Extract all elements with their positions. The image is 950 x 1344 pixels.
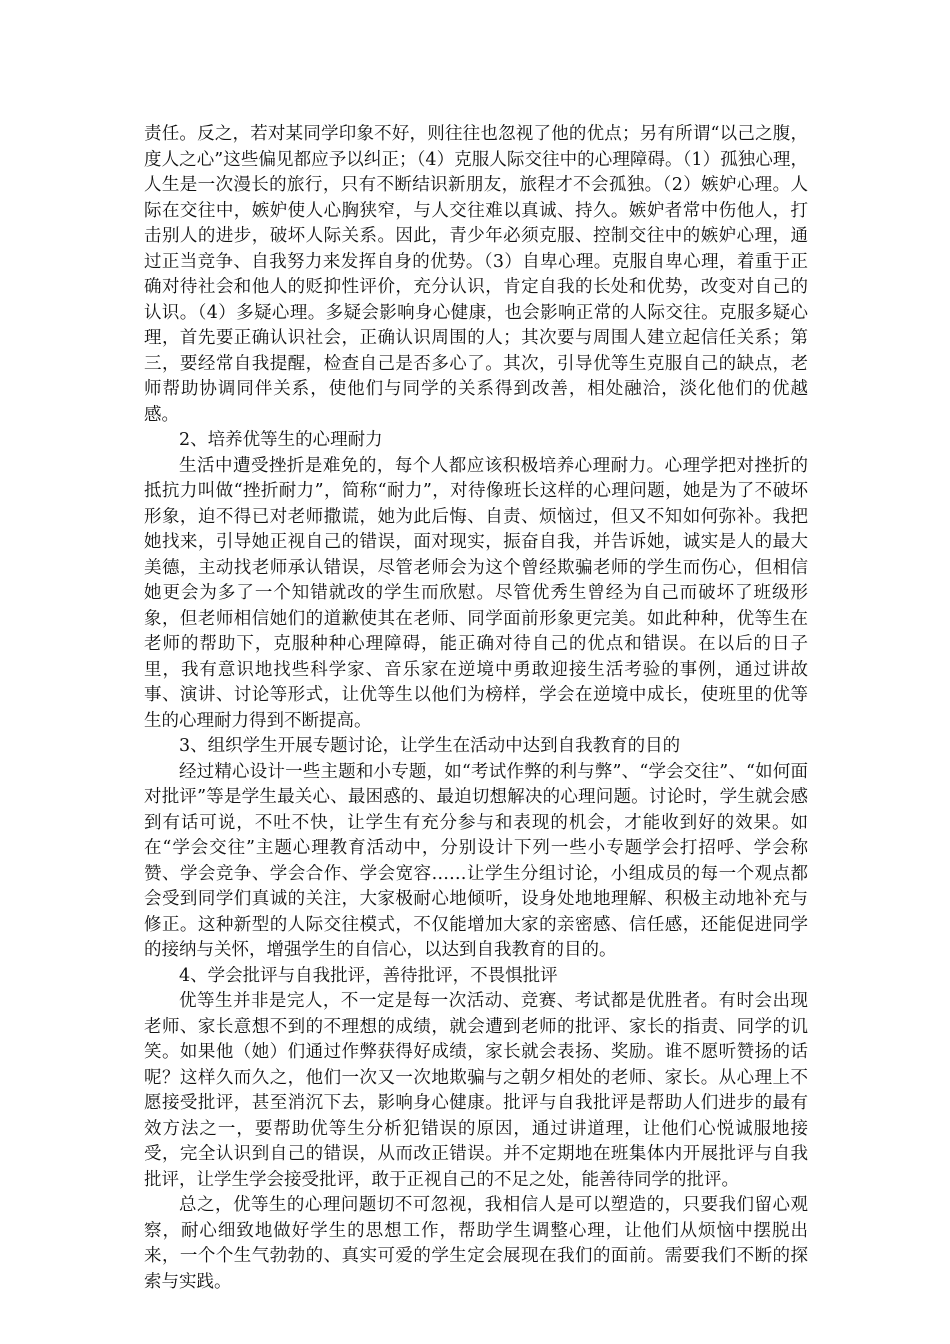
document-body [144,122,808,1295]
body-paragraph: 生活中遭受挫折是难免的，每个人都应该积极培养心理耐力。心理学把对挫折的抵抗力叫做“挫折耐力”，简称“耐力”，对待像班长这样的心理问题，她是为了不破坏形象，迫不得已对老师撒谎，她为此后悔、自责、烦恼过，但又不知如何弥补。我把她找来，引导她正视自己的错误，面对现实，振奋自我，并告诉她，诚实是人的最大美德，主动找老师承认错误，尽管老师会为这个曾经欺骗老师的学生而伤心，但相信她更会为多了一个知错就改的学生而欣慰。尽管优秀生曾经为自己而破坏了班级形象，但老师相信她们的道歉使其在老师、同学面前形象更完美。如此种种，优等生在老师的帮助下，克服种种心理障碍，能正确对待自己的优点和错误。在以后的日子里，我有意识地找些科学家、音乐家在逆境中勇敢迎接生活考验的事例，通过讲故事、演讲、讨论等形式，让优等生以他们为榜样，学会在逆境中成长，使班里的优等生的心理耐力得到不断提高。 [144,455,808,731]
body-paragraph: 责任。反之，若对某同学印象不好，则往往也忽视了他的优点；另有所谓“以己之腹，度人之心”这些偏见都应予以纠正；（4）克服人际交往中的心理障碍。（1）孤独心理，人生是一次漫长的旅行，只有不断结识新朋友，旅程才不会孤独。（2）嫉妒心理。人际在交往中，嫉妒使人心胸狭窄，与人交往难以真诚、持久。嫉妒者常中伤他人，打击别人的进步，破坏人际关系。因此，青少年必须克服、控制交往中的嫉妒心理，通过正当竞争、自我努力来发挥自身的优势。（3）自卑心理。克服自卑心理，着重于正确对待社会和他人的贬抑性评价，充分认识，肯定自我的长处和优势，改变对自己的认识。（4）多疑心理。多疑会影响身心健康，也会影响正常的人际交往。克服多疑心理，首先要正确认识社会，正确认识周围的人；其次要与周围人建立起信任关系；第三，要经常自我提醒，检查自己是否多心了。其次，引导优等生克服自己的缺点，老师帮助协调同伴关系，使他们与同学的关系得到改善，相处融洽，淡化他们的优越感。 [144,124,808,425]
section-heading: 3、组织学生开展专题讨论，让学生在活动中达到自我教育的目的 [179,736,681,756]
body-paragraph: 经过精心设计一些主题和小专题，如“考试作弊的利与弊”、“学会交往”、“如何面对批评”等是学生最关心、最困惑的、最迫切想解决的心理问题。讨论时，学生就会感到有话可说，不吐不快，让学生有充分参与和表现的机会，才能收到好的效果。如在“学会交往”主题心理教育活动中，分别设计下列一些小专题学会打招呼、学会称赞、学会竞争、学会合作、学会宽容……让学生分组讨论，小组成员的每一个观点都会受到同学们真诚的关注，大家极耐心地倾听，设身处地地理解、积极主动地补充与修正。这种新型的人际交往模式，不仅能增加大家的亲密感、信任感，还能促进同学的接纳与关怀，增强学生的自信心，以达到自我教育的目的。 [144,761,808,960]
body-paragraph: 总之，优等生的心理问题切不可忽视，我相信人是可以塑造的，只要我们留心观察，耐心细致地做好学生的思想工作，帮助学生调整心理，让他们从烦恼中摆脱出来，一个个生气勃勃的、真实可爱的学生定会展现在我们的面前。需要我们不断的探索与实践。 [144,1195,808,1292]
section-heading: 4、学会批评与自我批评，善待批评，不畏惧批评 [179,965,558,986]
section-heading: 2、培养优等生的心理耐力 [179,430,383,450]
body-paragraph: 优等生并非是完人，不一定是每一次活动、竞赛、考试都是优胜者。有时会出现老师、家长意想不到的不理想的成绩，就会遭到老师的批评、家长的指责、同学的讥笑。如果他（她）们通过作弊获得好成绩，家长就会表扬、奖励。谁不愿听赞扬的话呢？这样久而久之，他们一次又一次地欺骗与之朝夕相处的老师、家长。从心理上不愿接受批评，甚至消沉下去，影响身心健康。批评与自我批评是帮助人们进步的最有效方法之一，要帮助优等生分析犯错误的原因，通过讲道理，让他们心悦诚服地接受，完全认识到自己的错误，从而改正错误。并不定期地在班集体内开展批评与自我批评，让学生学会接受批评，敢于正视自己的不足之处，能善待同学的批评。 [144,991,808,1190]
